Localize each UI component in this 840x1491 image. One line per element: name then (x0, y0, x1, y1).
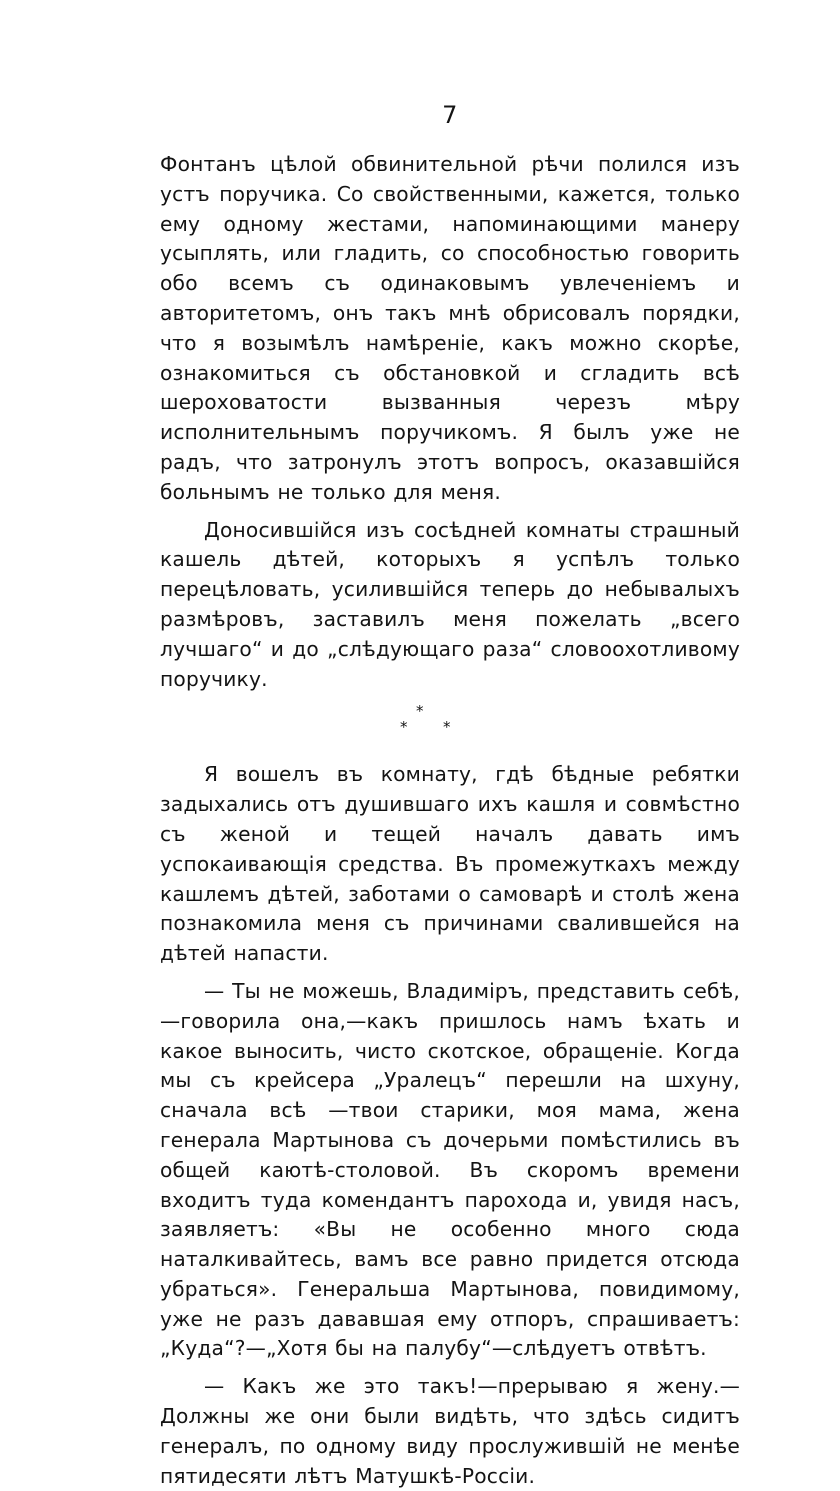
paragraph-1: Фонтанъ цѣлой обвинительной рѣчи полился изъ устъ поручика. Со свойственными, кажется, только ему одному жестами, напоминающими манеру усыплять, или гладить, со способностью говорить обо всемъ съ одинаковымъ увлеченіемъ и авторитетомъ, онъ такъ мнѣ обрисовалъ порядки, что я возымѣлъ намѣреніе, какъ можно скорѣе, ознакомиться съ обстановкой и сгладить всѣ шероховатости вызванныя черезъ мѣру исполнительнымъ поручикомъ. Я былъ уже не радъ, что затронулъ этотъ вопросъ, оказавшійся больнымъ не только для меня. (160, 152, 740, 504)
separator-star-right: * (443, 718, 451, 737)
section-separator (160, 702, 740, 760)
paragraph-5: — Какъ же это такъ!—прерываю я жену.—Должны же они были видѣть, что здѣсь сидитъ генералъ, по одному виду прослужившій не менѣе пятидесяти лѣтъ Матушкѣ-Россіи. (160, 1374, 740, 1488)
paragraph-2: Доносившійся изъ сосѣдней комнаты страшный кашель дѣтей, которыхъ я успѣлъ только перецѣловать, усилившійся теперь до небывалыхъ размѣровъ, заставилъ меня пожелать „всего лучшаго“ и до „слѣдующаго раза“ словоохотливому поручику. (160, 517, 740, 691)
page-number: 7 (442, 101, 458, 129)
separator-star-left: * (400, 718, 408, 737)
separator-star-top: * (416, 702, 424, 721)
paragraph-3: Я вошелъ въ комнату, гдѣ бѣдные ребятки задыхались отъ душившаго ихъ кашля и совмѣстно съ женой и тещей началъ давать имъ успокаивающія средства. Въ промежуткахъ между кашлемъ дѣтей, заботами о самоварѣ и столѣ жена познакомила меня съ причинами свалившейся на дѣтей напасти. (160, 762, 740, 966)
paragraph-4: — Ты не можешь, Владиміръ, представить себѣ, —говорила она,—какъ пришлось намъ ѣхать и какое выносить, чисто скотское, обращеніе. Когда мы съ крейсера „Уралецъ“ перешли на шхуну, сначала всѣ —твои старики, моя мама, жена генерала Мартынова съ дочерьми помѣстились въ общей каютѣ-столовой. Въ скоромъ времени входитъ туда комендантъ парохода и, увидя насъ, заявляетъ: «Вы не особенно много сюда наталкивайтесь, вамъ все равно придется отсюда убраться». Генеральша Мартынова, повидимому, уже не разъ дававшая ему отпоръ, спрашиваетъ: „Куда“?—„Хотя бы на палубу“—слѣдуетъ отвѣтъ. (160, 978, 740, 1361)
